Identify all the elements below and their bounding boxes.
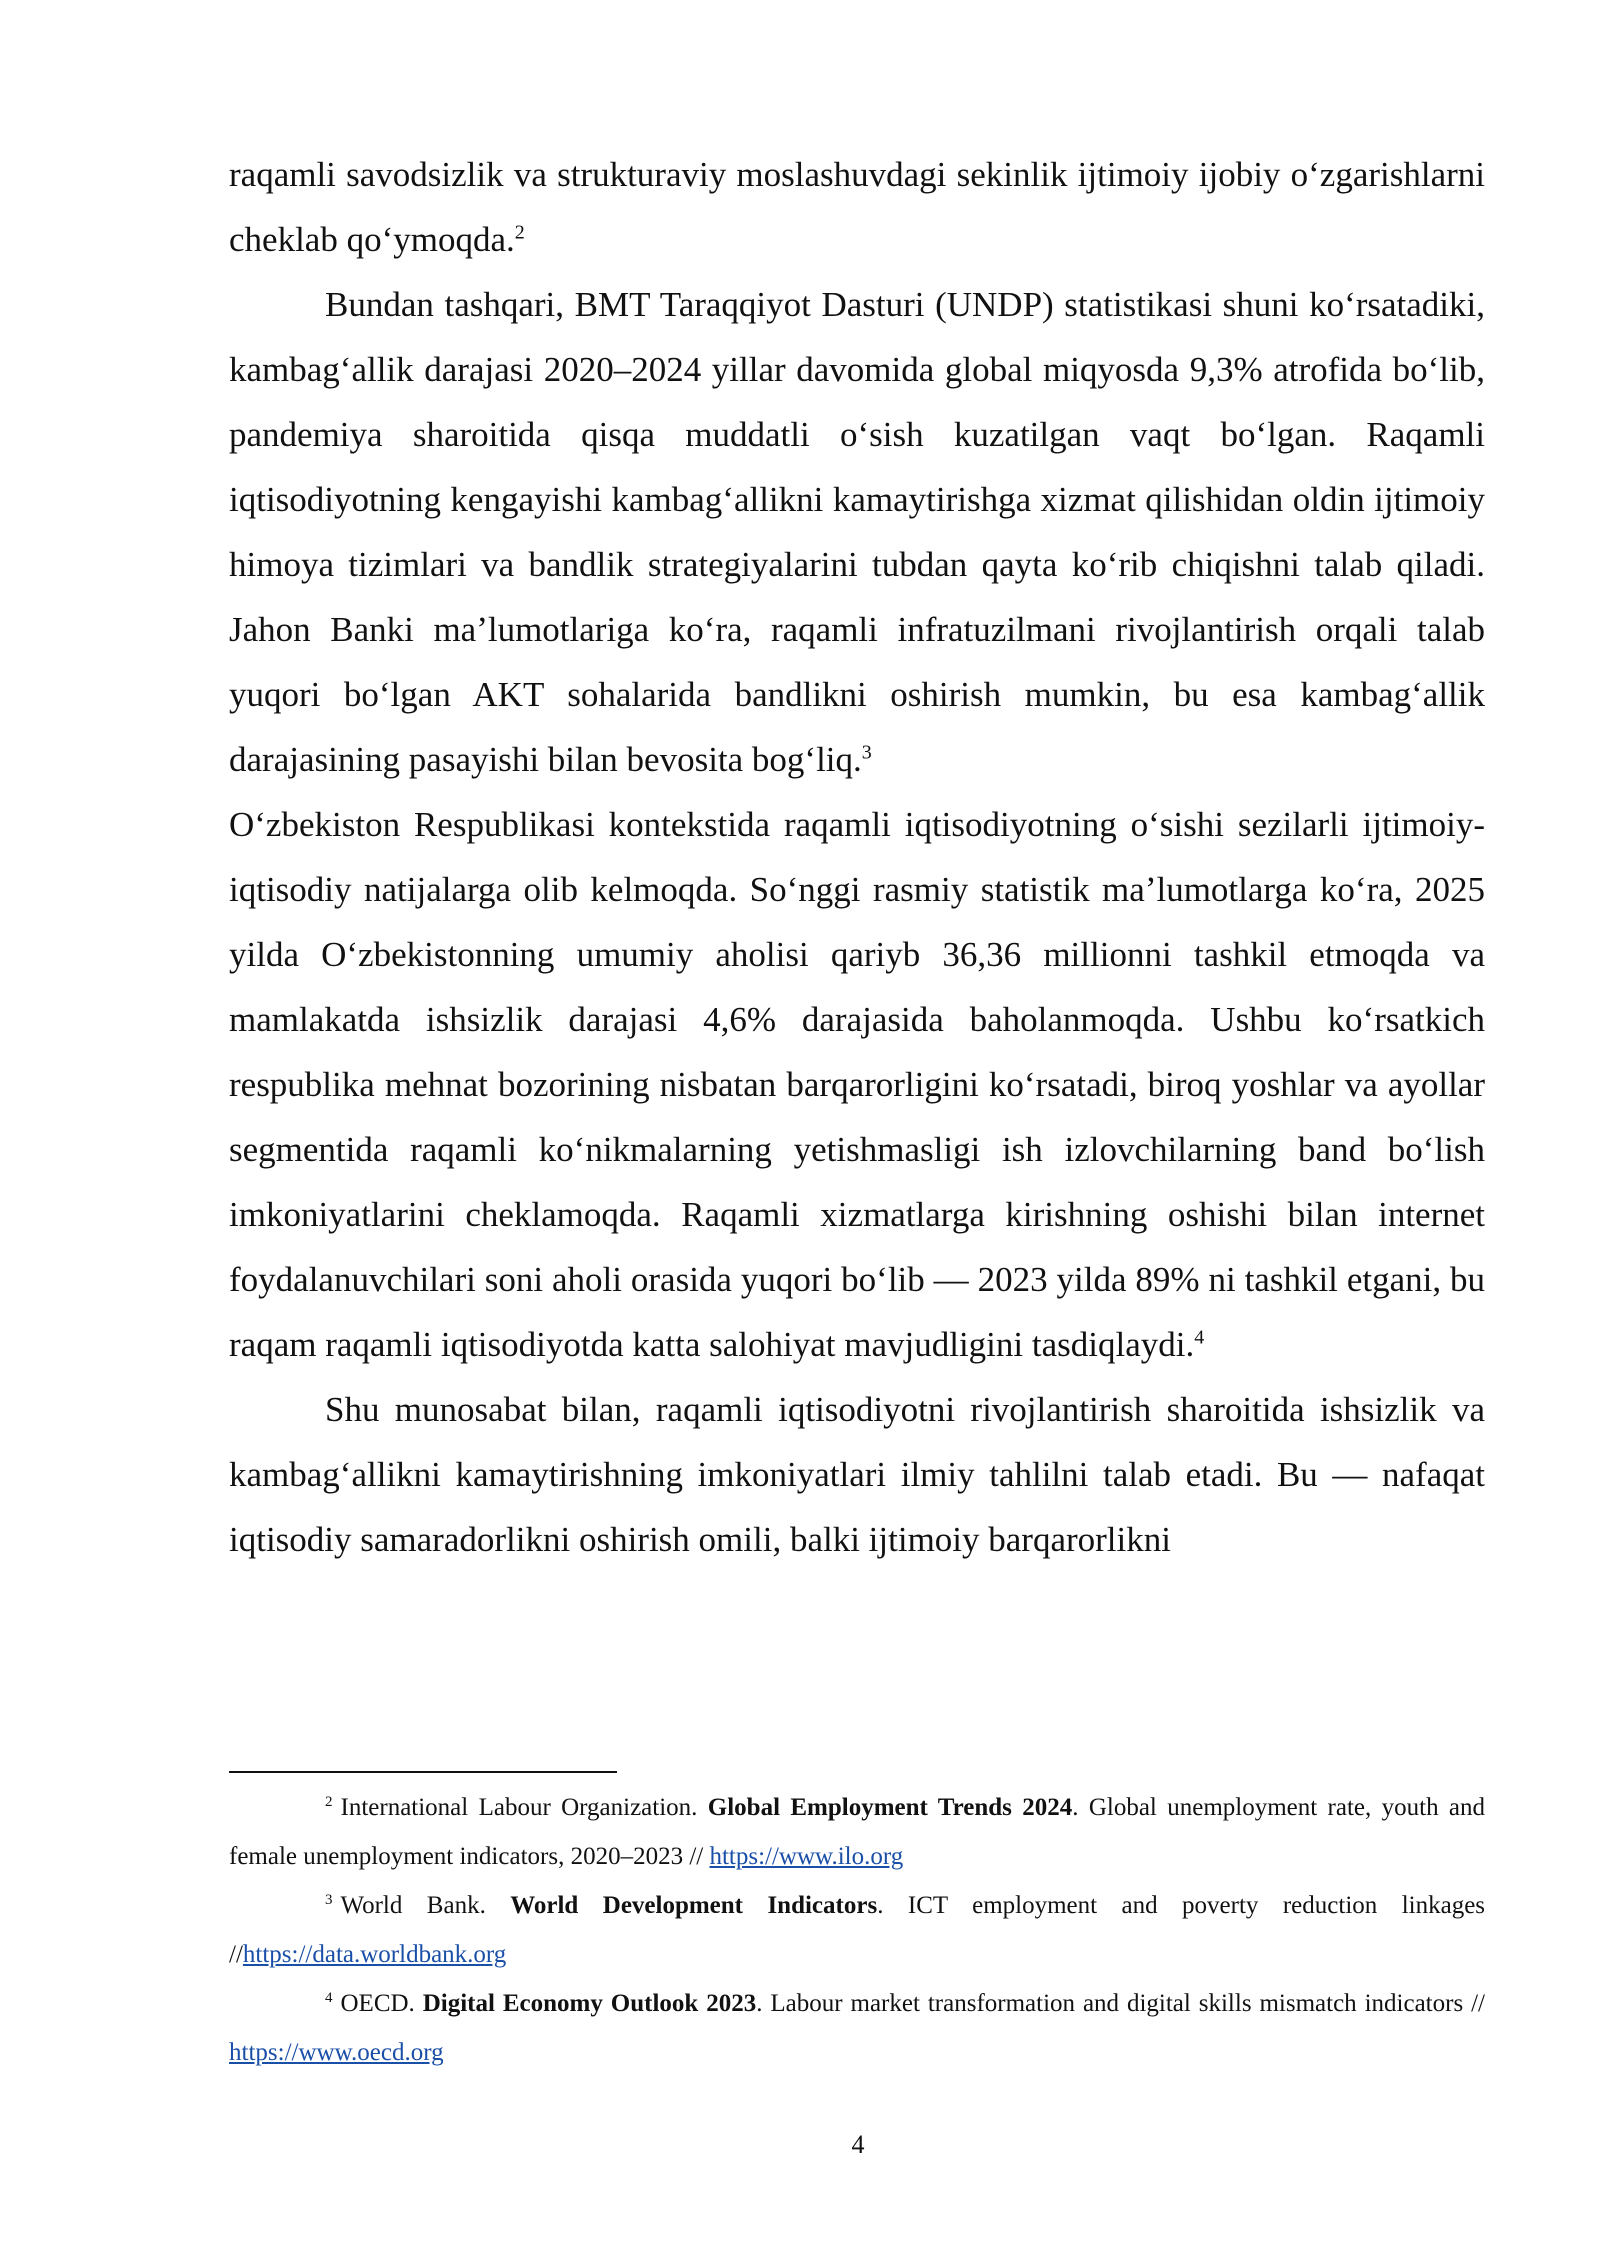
footnote-description: . Global unemployment rate, youth and female unemployment indicators, 2020–2023 //	[229, 1794, 1486, 1870]
footnote-number: 2	[325, 1793, 333, 1810]
footnote-link[interactable]: https://www.oecd.org	[229, 2039, 444, 2066]
footnote-ref-4[interactable]: 4	[1194, 1326, 1205, 1349]
footnote-separator	[229, 1771, 617, 1773]
footnote-number: 4	[325, 1989, 333, 2006]
paragraph-4	[229, 1377, 1485, 1572]
footnote-description: . ICT employment and poverty reduction linkages //	[229, 1892, 1486, 1968]
footnote-source: World Bank.	[340, 1892, 511, 1919]
paragraph-3	[229, 792, 1485, 1377]
footnotes	[229, 1783, 1485, 2077]
footnote-ref-3[interactable]: 3	[861, 741, 872, 764]
footnote-number: 3	[325, 1891, 333, 1908]
paragraph-2	[229, 272, 1485, 792]
footnote-description: . Labour market transformation and digital skills mismatch indicators //	[756, 1990, 1485, 2017]
footnote-3	[229, 1881, 1485, 1979]
footnote-4	[229, 1979, 1485, 2077]
paragraph-2-text: Bundan tashqari, BMT Taraqqiyot Dasturi (UNDP) statistikasi shuni koʻrsatadiki, kambagʻallik darajasi 2020–2024 yillar davomida global miqyosda 9,3% atrofida boʻlib, pandemiya sharoitida qisqa muddatli oʻsish kuzatilgan vaqt boʻlgan. Raqamli iqtisodiyotning kengayishi kambagʻallikni kamaytirishga xizmat qilishidan oldin ijtimoiy himoya tizimlari va bandlik strategiyalarini tubdan qayta koʻrib chiqishni talab qiladi. Jahon Banki maʼlumotlariga koʻra, raqamli infratuzilmani rivojlantirish orqali talab yuqori boʻlgan AKT sohalarida bandlikni oshirish mumkin, bu esa kambagʻallik darajasining pasayishi bilan bevosita bogʻliq.	[229, 285, 1485, 779]
footnote-title: Global Employment Trends 2024	[707, 1794, 1073, 1821]
paragraph-1-text: raqamli savodsizlik va strukturaviy moslashuvdagi sekinlik ijtimoiy ijobiy oʻzgarishlarni cheklab qoʻymoqda.	[229, 155, 1485, 259]
footnote-link[interactable]: https://data.worldbank.org	[242, 1941, 507, 1968]
footnote-ref-2[interactable]: 2	[514, 221, 525, 244]
footnote-link[interactable]: https://www.ilo.org	[709, 1843, 904, 1870]
page-number: 4	[851, 2130, 865, 2159]
footnote-source: International Labour Organization.	[340, 1794, 708, 1821]
footnote-title: Digital Economy Outlook 2023	[422, 1990, 757, 2017]
paragraph-4-text: Shu munosabat bilan, raqamli iqtisodiyotni rivojlantirish sharoitida ishsizlik va kambagʻallikni kamaytirishning imkoniyatlari ilmiy tahlilni talab etadi. Bu — nafaqat iqtisodiy samaradorlikni oshirish omili, balki ijtimoiy barqarorlikni	[229, 1390, 1485, 1559]
footnote-2	[229, 1783, 1485, 1881]
footnote-title: World Development Indicators	[510, 1892, 878, 1919]
body-text	[229, 142, 1485, 1572]
paragraph-1	[229, 142, 1485, 272]
paragraph-3-text: Oʻzbekiston Respublikasi kontekstida raqamli iqtisodiyotning oʻsishi sezilarli ijtimoiy-iqtisodiy natijalarga olib kelmoqda. Soʻnggi rasmiy statistik maʼlumotlarga koʻra, 2025 yilda Oʻzbekistonning umumiy aholisi qariyb 36,36 millionni tashkil etmoqda va mamlakatda ishsizlik darajasi 4,6% darajasida baholanmoqda. Ushbu koʻrsatkich respublika mehnat bozorining nisbatan barqarorligini koʻrsatadi, biroq yoshlar va ayollar segmentida raqamli koʻnikmalarning yetishmasligi ish izlovchilarning band boʻlish imkoniyatlarini cheklamoqda. Raqamli xizmatlarga kirishning oshishi bilan internet foydalanuvchilari soni aholi orasida yuqori boʻlib — 2023 yilda 89% ni tashkil etgani, bu raqam raqamli iqtisodiyotda katta salohiyat mavjudligini tasdiqlaydi.	[229, 805, 1485, 1364]
footnote-source: OECD.	[340, 1990, 423, 2017]
